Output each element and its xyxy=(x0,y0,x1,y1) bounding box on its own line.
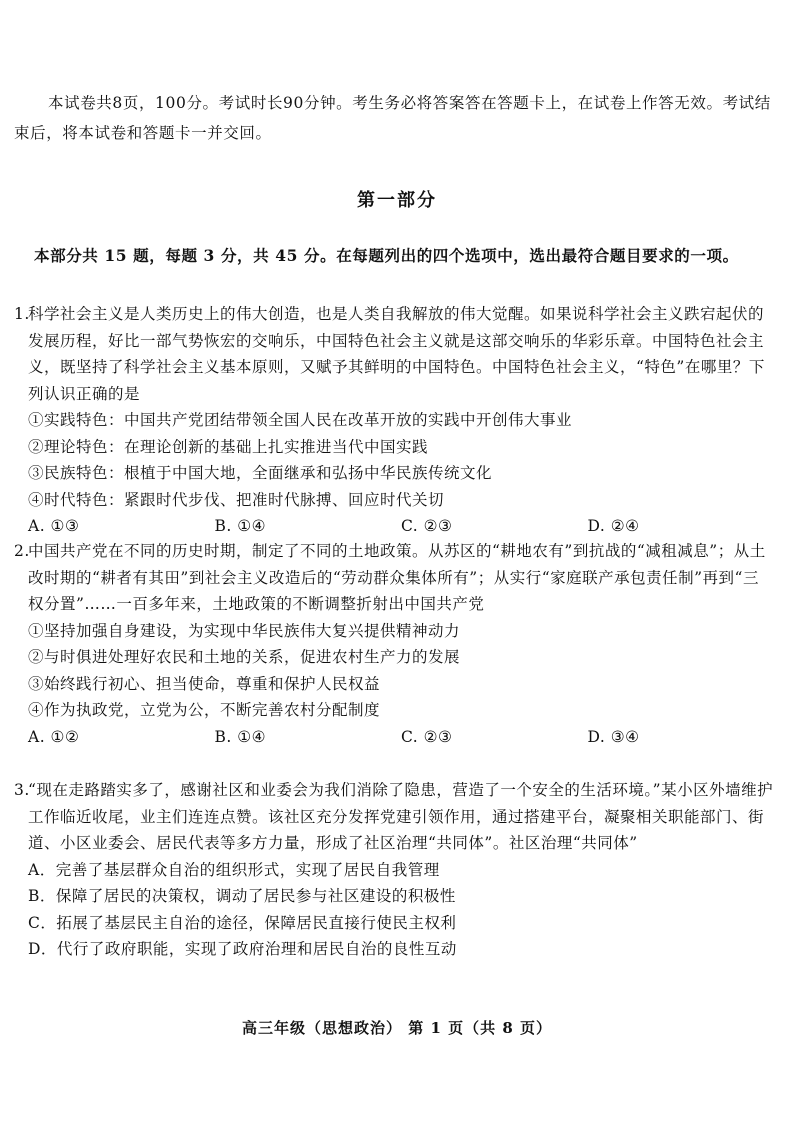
choice-a: A. ①② xyxy=(28,727,80,746)
section-instructions: 本部分共 15 题，每题 3 分，共 45 分。在每题列出的四个选项中，选出最符合题目要求的一项。 xyxy=(34,246,739,265)
answer-choices xyxy=(14,513,774,540)
choice-b: B. ①④ xyxy=(214,727,267,746)
choice-d: D. ②④ xyxy=(587,517,640,535)
choice-c: C．拓展了基层民主自治的途径，保障居民直接行使民主权利 xyxy=(28,913,457,932)
choice-a: A. ①③ xyxy=(28,517,80,535)
question-text: 中国共产党在不同的历史时期，制定了不同的土地政策。从苏区的“耕地农有”到抗战的“减租减息”；从土改时期的“耕者有其田”到社会主义改造后的“劳动群众集体所有”；从实行“家庭联产承包责任制”再到“三权分置”……一百多年来，土地政策的不断调整折射出中国共产党 xyxy=(28,542,766,613)
question-3 xyxy=(14,777,774,963)
part-title: 第一部分 xyxy=(357,190,437,211)
statement-4: ④作为执政党，立党为公，不断完善农村分配制度 xyxy=(28,701,381,719)
choice-a: A．完善了基层群众自治的组织形式，实现了居民自我管理 xyxy=(28,860,440,879)
statement-4: ④时代特色：紧跟时代步伐、把准时代脉搏、回应时代关切 xyxy=(28,490,445,509)
question-number: 3. xyxy=(14,781,30,799)
statement-2: ②理论特色：在理论创新的基础上扎实推进当代中国实践 xyxy=(28,437,429,456)
page-footer: 高三年级（思想政治） 第 1 页（共 8 页） xyxy=(242,1019,552,1037)
question-stem xyxy=(14,777,774,857)
answer-choices xyxy=(14,724,774,751)
statement-3: ③民族特色：根植于中国大地，全面继承和弘扬中华民族传统文化 xyxy=(28,464,493,482)
choice-b: B. ①④ xyxy=(214,517,267,535)
question-number: 1. xyxy=(14,305,30,323)
statement-2: ②与时俱进处理好农民和土地的关系，促进农村生产力的发展 xyxy=(28,648,461,666)
question-text: 科学社会主义是人类历史上的伟大创造，也是人类自我解放的伟大觉醒。如果说科学社会主义跌宕起伏的发展历程，好比一部气势恢宏的交响乐，中国特色社会主义就是这部交响乐的华彩乐章。中国特色社会主义，既坚持了科学社会主义基本原则，又赋予其鲜明的中国特色。中国特色社会主义，“特色”在哪里？下列认识正确的是 xyxy=(28,305,765,403)
choice-d: D．代行了政府职能，实现了政府治理和居民自治的良性互动 xyxy=(28,940,457,958)
choice-b: B．保障了居民的决策权，调动了居民参与社区建设的积极性 xyxy=(28,887,456,905)
question-number: 2. xyxy=(14,542,30,560)
question-text: “现在走路踏实多了，感谢社区和业委会为我们消除了隐患，营造了一个安全的生活环境。”某小区外墙维护工作临近收尾，业主们连连点赞。该社区充分发挥党建引领作用，通过搭建平台，凝聚相关职能部门、街道、小区业委会、居民代表等多方力量，形成了社区治理“共同体”。社区治理“共同体” xyxy=(28,781,774,852)
exam-intro: 本试卷共8页，100分。考试时长90分钟。考生务必将答案答在答题卡上，在试卷上作答无效。考试结束后，将本试卷和答题卡一并交回。 xyxy=(14,94,771,142)
choice-d: D. ③④ xyxy=(587,727,640,746)
statement-1: ①实践特色：中国共产党团结带领全国人民在改革开放的实践中开创伟大事业 xyxy=(28,411,573,429)
question-1 xyxy=(14,301,774,540)
statement-3: ③始终践行初心、担当使命，尊重和保护人民权益 xyxy=(28,674,381,693)
choice-c: C. ②③ xyxy=(401,517,453,535)
choice-c: C. ②③ xyxy=(401,727,453,746)
statement-1: ①坚持加强自身建设，为实现中华民族伟大复兴提供精神动力 xyxy=(28,621,461,640)
question-stem xyxy=(14,301,774,407)
question-2 xyxy=(14,538,774,750)
question-stem xyxy=(14,538,774,618)
